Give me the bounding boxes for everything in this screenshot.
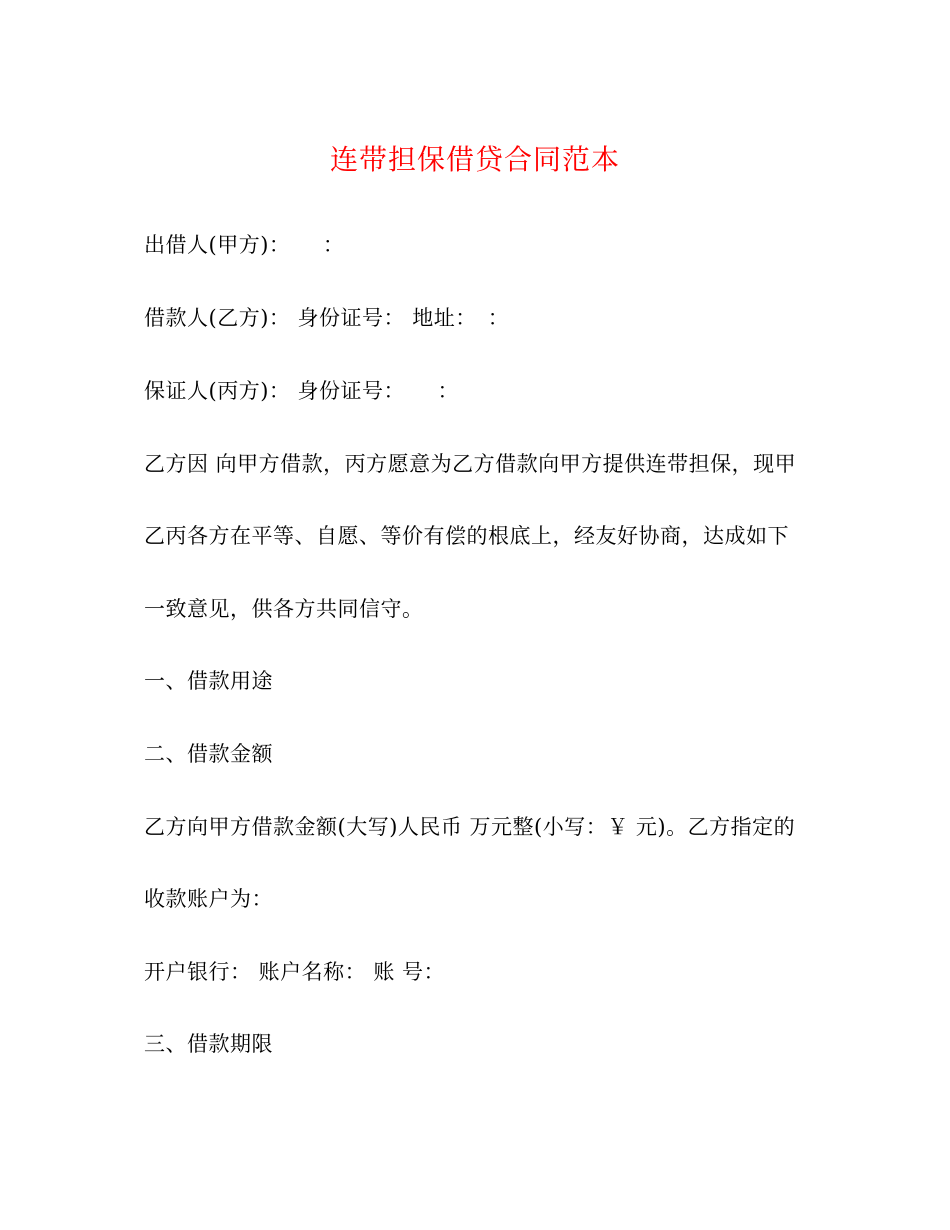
lender-line: 出借人(甲方)： ：: [144, 233, 345, 257]
section-heading: 二、借款金额: [144, 742, 273, 766]
bank-account-line: 开户银行： 账户名称： 账 号：: [144, 960, 446, 984]
paragraph-line: 乙丙各方在平等、自愿、等价有偿的根底上，经友好协商，达成如下: [144, 524, 789, 548]
paragraph-line: 乙方因 向甲方借款，丙方愿意为乙方借款向甲方提供连带担保，现甲: [144, 452, 797, 476]
paragraph-line: 一致意见，供各方共同信守。: [144, 597, 424, 621]
paragraph-line: 乙方向甲方借款金额(大写)人民币 万元整(小写：￥ 元)。乙方指定的: [144, 815, 796, 839]
section-heading: 一、借款用途: [144, 669, 273, 693]
section-heading: 三、借款期限: [144, 1032, 273, 1056]
document-title: 连带担保借贷合同范本: [329, 143, 620, 176]
paragraph-line: 收款账户为：: [144, 887, 273, 911]
borrower-line: 借款人(乙方)： 身份证号： 地址： ：: [144, 306, 510, 330]
guarantor-line: 保证人(丙方)： 身份证号： ：: [144, 379, 460, 403]
